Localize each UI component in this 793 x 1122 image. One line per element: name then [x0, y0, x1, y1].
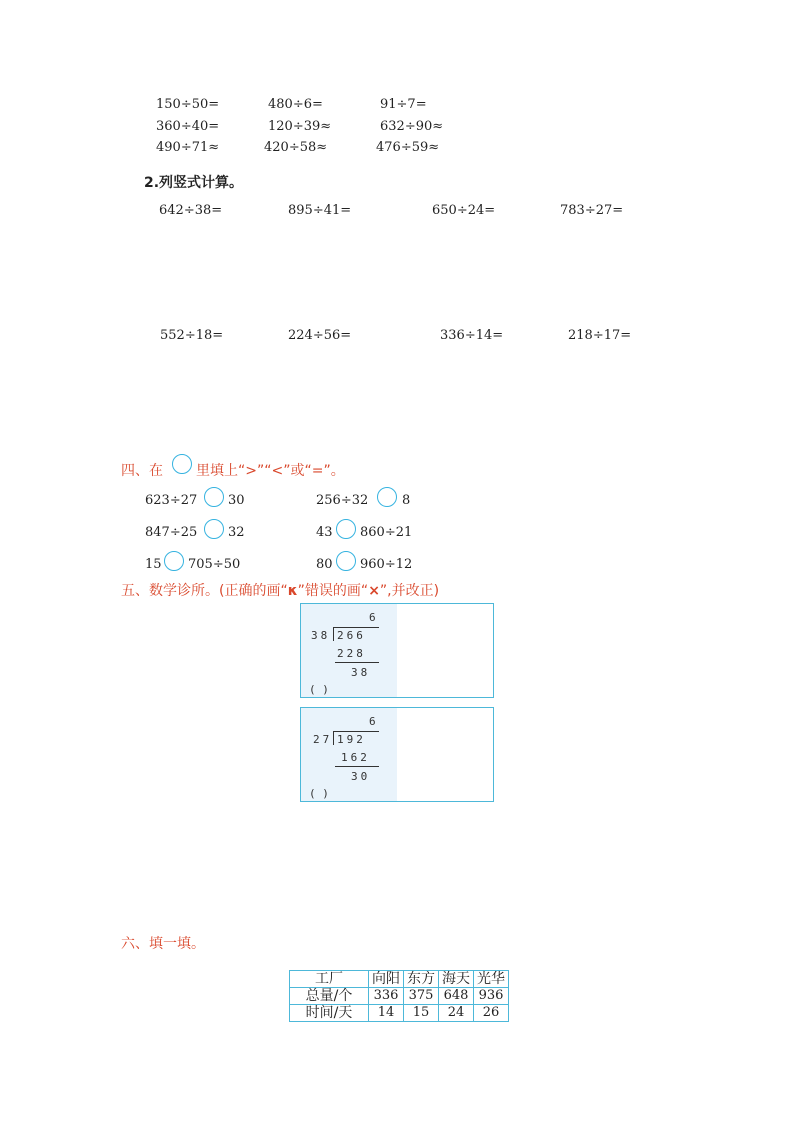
divisor: 27 — [313, 733, 333, 746]
problem: 218÷17= — [568, 328, 632, 343]
section-title: 五、数学诊所。(正确的画“κ”错误的画“×”,并改正) — [121, 583, 440, 599]
clinic-card-2 — [300, 707, 494, 802]
compare-left: 80 — [316, 557, 333, 572]
table-cell: 24 — [439, 1005, 474, 1022]
compare-left: 623÷27 — [145, 493, 198, 508]
problem: 224÷56= — [288, 328, 352, 343]
section-title: 六、填一填。 — [121, 936, 205, 952]
table-header-cell: 工厂 — [290, 971, 369, 988]
judgement-paren[interactable]: ( ) — [309, 787, 329, 800]
table-header-cell: 光华 — [474, 971, 509, 988]
dividend: 192 — [337, 733, 366, 746]
problem: 336÷14= — [440, 328, 504, 343]
compare-right: 30 — [228, 493, 245, 508]
subtraction-line — [335, 766, 379, 767]
problem: 150÷50= — [156, 97, 220, 112]
quotient: 6 — [369, 715, 379, 728]
problem: 650÷24= — [432, 203, 496, 218]
compare-right: 705÷50 — [188, 557, 241, 572]
correction-area[interactable] — [397, 708, 493, 801]
division-bracket — [333, 627, 334, 641]
answer-circle[interactable] — [336, 519, 356, 539]
problem: 490÷71≈ — [156, 140, 220, 155]
table-cell: 336 — [369, 988, 404, 1005]
compare-right: 960÷12 — [360, 557, 413, 572]
compare-left: 15 — [145, 557, 162, 572]
table-cell: 26 — [474, 1005, 509, 1022]
product: 228 — [337, 647, 366, 660]
divisor: 38 — [311, 629, 331, 642]
compare-right: 32 — [228, 525, 245, 540]
problem: 360÷40= — [156, 119, 220, 134]
table-row-label: 时间/天 — [290, 1005, 369, 1022]
answer-circle[interactable] — [164, 551, 184, 571]
cross-mark-icon: × — [368, 583, 380, 599]
division-bar — [333, 731, 379, 732]
table-cell: 375 — [404, 988, 439, 1005]
answer-circle[interactable] — [336, 551, 356, 571]
answer-circle[interactable] — [377, 487, 397, 507]
table-header-cell: 东方 — [404, 971, 439, 988]
problem: 783÷27= — [560, 203, 624, 218]
table-row — [290, 988, 509, 1005]
section-title: 四、在 — [121, 463, 163, 479]
problem: 480÷6= — [268, 97, 323, 112]
subsection-title: 2.列竖式计算。 — [144, 175, 244, 191]
compare-left: 256÷32 — [316, 493, 369, 508]
division-bracket — [333, 731, 334, 745]
division-bar — [333, 627, 379, 628]
judgement-paren[interactable]: ( ) — [309, 683, 329, 696]
dividend: 266 — [337, 629, 366, 642]
table-cell: 648 — [439, 988, 474, 1005]
problem: 895÷41= — [288, 203, 352, 218]
table-cell: 936 — [474, 988, 509, 1005]
circle-icon — [172, 454, 192, 474]
answer-circle[interactable] — [204, 487, 224, 507]
remainder: 30 — [351, 770, 371, 783]
table-row — [290, 1005, 509, 1022]
check-mark-icon: κ — [287, 583, 298, 599]
correction-area[interactable] — [397, 604, 493, 697]
problem: 642÷38= — [159, 203, 223, 218]
table-cell: 15 — [404, 1005, 439, 1022]
table-header-cell: 向阳 — [369, 971, 404, 988]
problem: 91÷7= — [380, 97, 427, 112]
table-row-label: 总量/个 — [290, 988, 369, 1005]
answer-circle[interactable] — [204, 519, 224, 539]
compare-right: 8 — [402, 493, 411, 508]
clinic-card-1 — [300, 603, 494, 698]
problem: 420÷58≈ — [264, 140, 328, 155]
quotient: 6 — [369, 611, 379, 624]
factory-table — [289, 970, 509, 1022]
table-cell: 14 — [369, 1005, 404, 1022]
compare-right: 860÷21 — [360, 525, 413, 540]
section-title-rest: 里填上“>”“<”或“=”。 — [196, 463, 345, 479]
problem: 476÷59≈ — [376, 140, 440, 155]
remainder: 38 — [351, 666, 371, 679]
table-header-cell: 海天 — [439, 971, 474, 988]
compare-left: 43 — [316, 525, 333, 540]
compare-left: 847÷25 — [145, 525, 198, 540]
product: 162 — [341, 751, 370, 764]
problem: 632÷90≈ — [380, 119, 444, 134]
subtraction-line — [335, 662, 379, 663]
problem: 552÷18= — [160, 328, 224, 343]
table-header-row — [290, 971, 509, 988]
problem: 120÷39≈ — [268, 119, 332, 134]
